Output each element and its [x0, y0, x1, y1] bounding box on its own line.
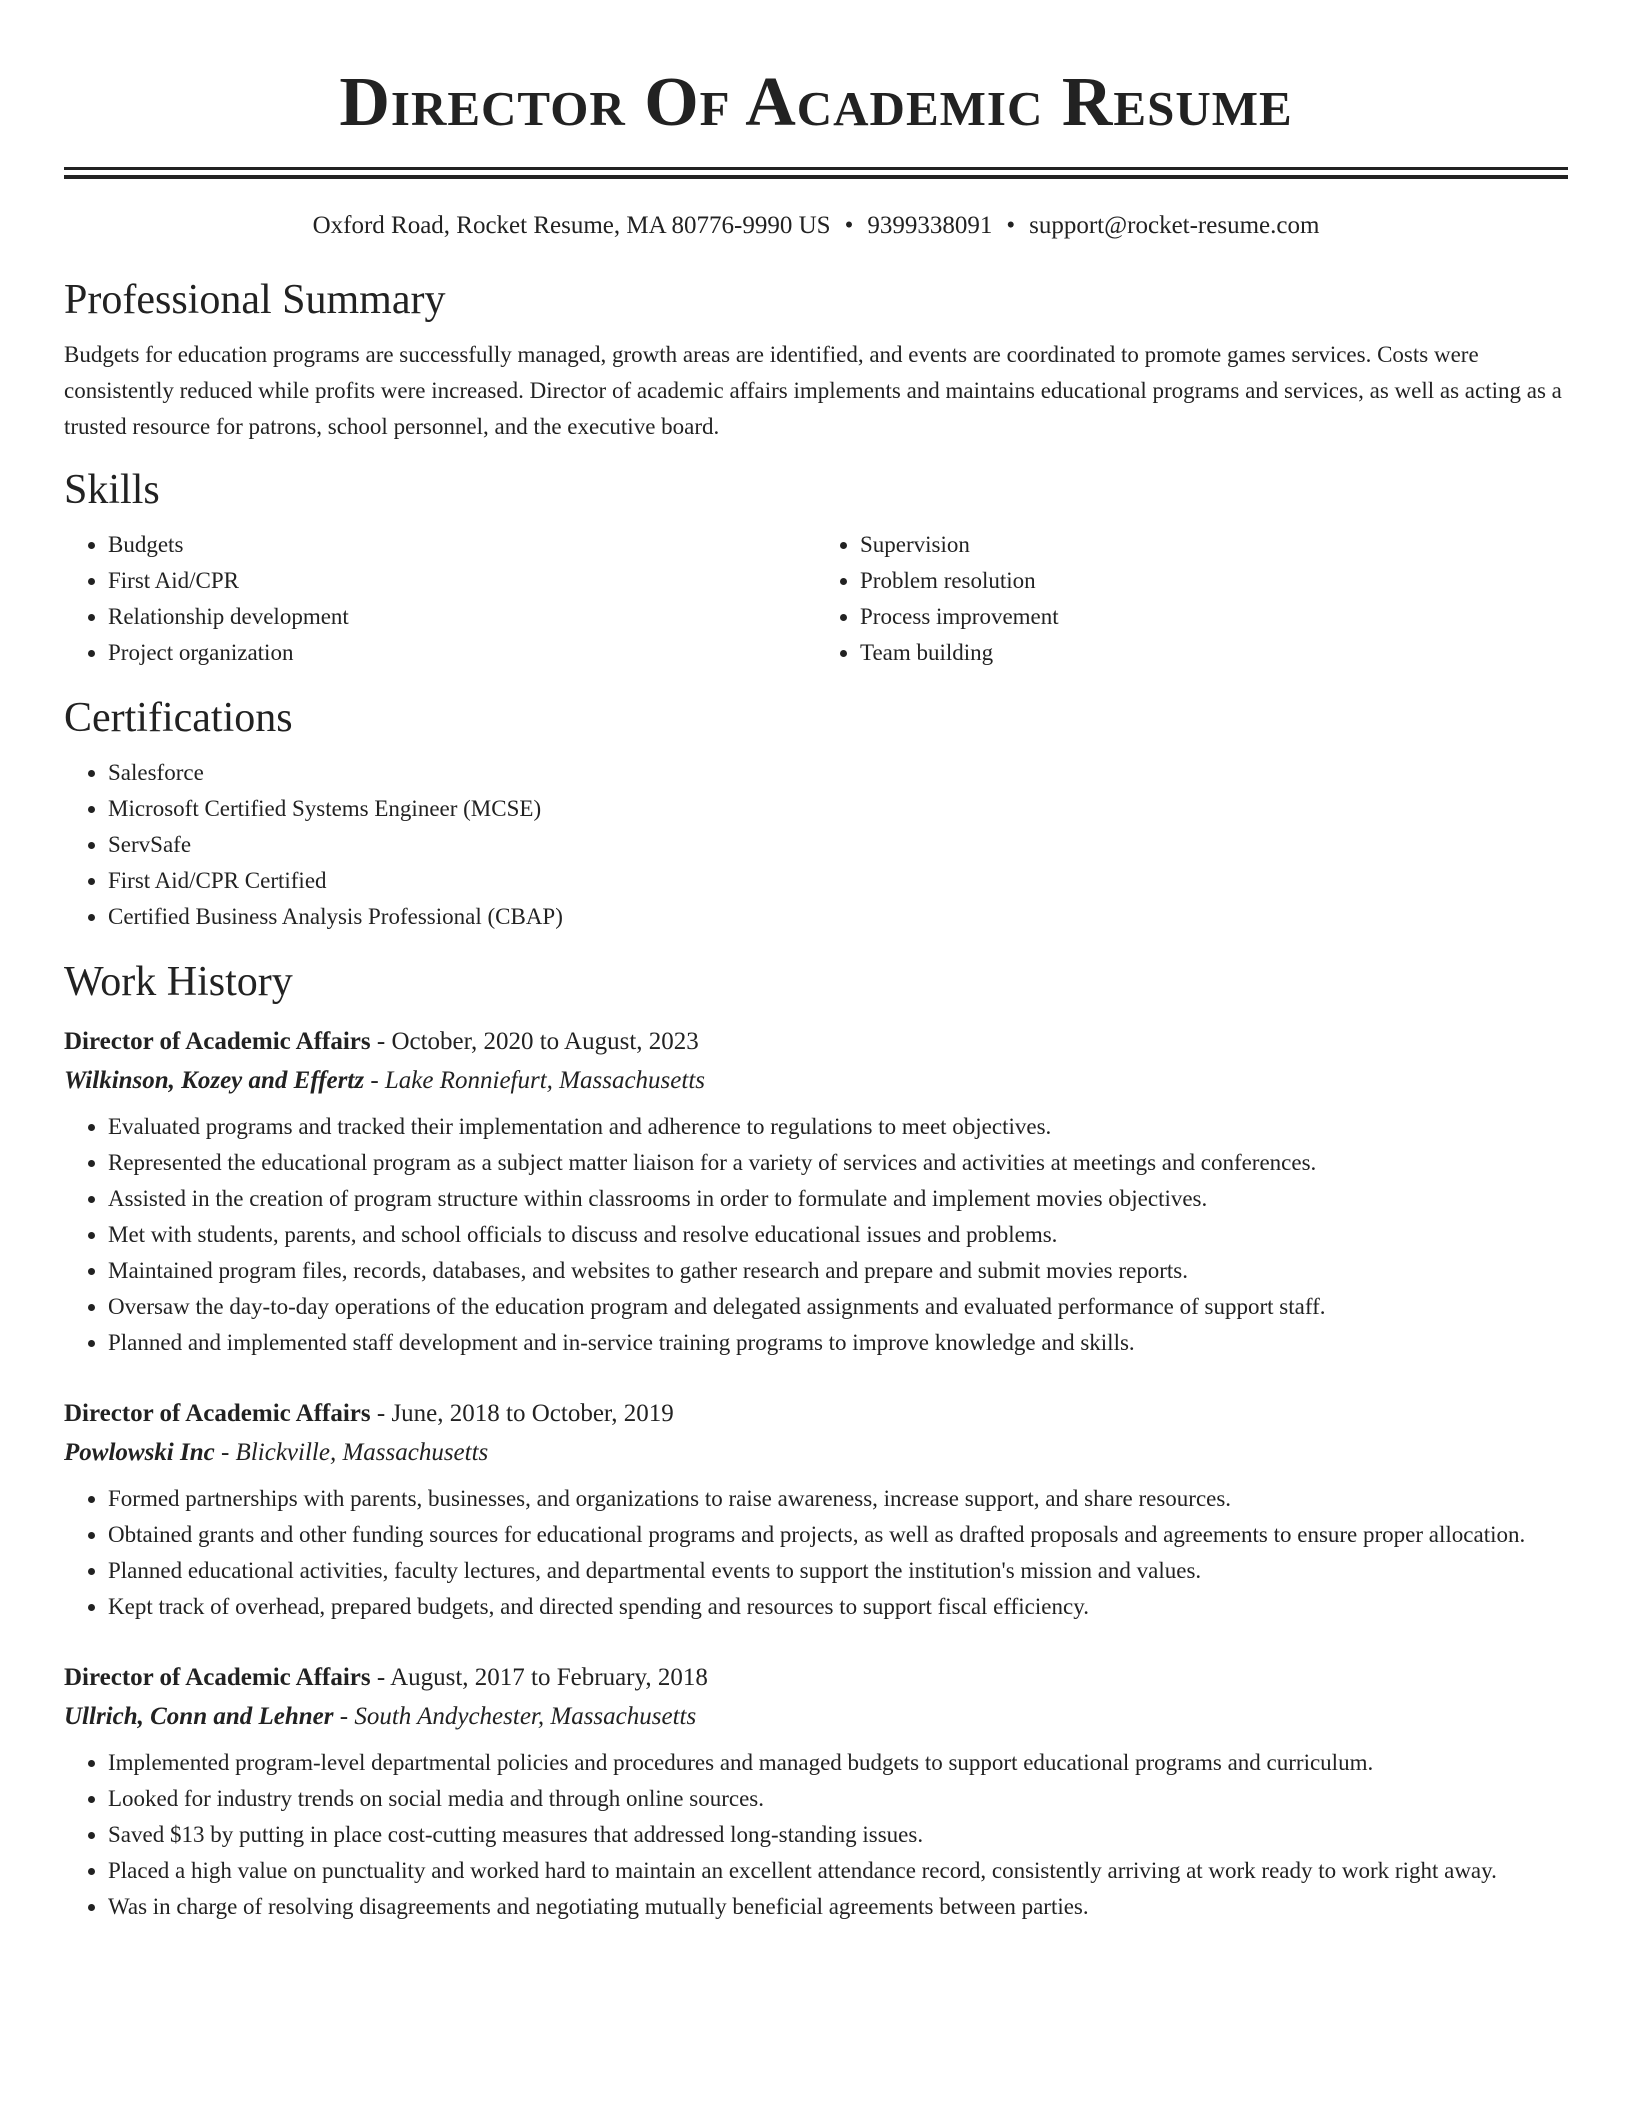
certification-item: • First Aid/CPR Certified — [108, 863, 1568, 899]
job-bullet: • Implemented program-level departmental policies and procedures and managed budgets to support educational programs and curriculum. — [108, 1745, 1568, 1781]
job-entry — [64, 1023, 1568, 1361]
title-divider-top — [64, 167, 1568, 170]
job-bullet: • Formed partnerships with parents, businesses, and organizations to raise awareness, increase support, and share resources. — [108, 1481, 1568, 1517]
skill-item: • Process improvement — [860, 599, 1568, 635]
job-bullet: • Saved $13 by putting in place cost-cutting measures that addressed long-standing issues. — [108, 1817, 1568, 1853]
skill-item: • Problem resolution — [860, 563, 1568, 599]
job-role: Director of Academic Affairs — [64, 1028, 371, 1055]
skills-left-list — [64, 527, 816, 671]
contact-separator: • — [844, 212, 854, 239]
job-bullet: • Obtained grants and other funding sources for educational programs and projects, as well as drafted proposals and agreements to ensure proper allocation. — [108, 1517, 1568, 1553]
certifications-heading: Certifications — [64, 695, 293, 741]
contact-email: support@rocket-resume.com — [1029, 212, 1320, 239]
certification-item: • Microsoft Certified Systems Engineer (MCSE) — [108, 791, 1568, 827]
job-dates: - August, 2017 to February, 2018 — [370, 1664, 708, 1691]
resume-title: Director Of Academic Resume — [339, 64, 1293, 141]
job-bullets — [64, 1109, 1568, 1361]
company-line — [64, 1433, 1568, 1473]
company-location: - South Andychester, Massachusetts — [333, 1703, 697, 1730]
job-entry — [64, 1395, 1568, 1625]
title-divider-bottom — [64, 175, 1568, 179]
skill-item: • Supervision — [860, 527, 1568, 563]
skills-right-list — [816, 527, 1568, 671]
skills-heading: Skills — [64, 467, 160, 513]
job-bullet: • Oversaw the day-to-day operations of the education program and delegated assignments and evaluated performance of support staff. — [108, 1289, 1568, 1325]
job-bullet: • Assisted in the creation of program structure within classrooms in order to formulate and implement movies objectives. — [108, 1181, 1568, 1217]
contact-separator: • — [1006, 212, 1016, 239]
company-name: Powlowski Inc — [64, 1439, 215, 1466]
contact-address: Oxford Road, Rocket Resume, MA 80776-9990 US — [312, 212, 831, 239]
company-line — [64, 1061, 1568, 1101]
job-bullet: • Maintained program files, records, databases, and websites to gather research and prepare and submit movies reports. — [108, 1253, 1568, 1289]
skills-grid — [64, 527, 1568, 671]
skill-item: • Relationship development — [108, 599, 816, 635]
job-dates: - June, 2018 to October, 2019 — [370, 1400, 674, 1427]
company-location: - Blickville, Massachusetts — [214, 1439, 489, 1466]
job-bullet: • Planned and implemented staff development and in-service training programs to improve knowledge and skills. — [108, 1325, 1568, 1361]
summary-text: Budgets for education programs are successfully managed, growth areas are identified, and events are coordinated to promote games services. Costs were consistently reduced while profits were increased. Director of academic affairs implements and maintains educational programs and services, as well as acting as a trusted resource for patrons, school personnel, and the executive board. — [64, 342, 1562, 439]
job-title-line — [64, 1023, 1568, 1061]
job-bullet: • Looked for industry trends on social media and through online sources. — [108, 1781, 1568, 1817]
company-name: Ullrich, Conn and Lehner — [64, 1703, 334, 1730]
job-role: Director of Academic Affairs — [64, 1400, 371, 1427]
job-bullet: • Represented the educational program as a subject matter liaison for a variety of services and activities at meetings and conferences. — [108, 1145, 1568, 1181]
contact-phone: 9399338091 — [867, 212, 993, 239]
company-location: - Lake Ronniefurt, Massachusetts — [364, 1067, 705, 1094]
job-entry — [64, 1659, 1568, 1925]
resume-page — [64, 0, 1568, 1959]
skill-item: • Team building — [860, 635, 1568, 671]
certification-item: • ServSafe — [108, 827, 1568, 863]
work-history-heading: Work History — [64, 959, 293, 1005]
job-title-line — [64, 1659, 1568, 1697]
job-bullet: • Planned educational activities, faculty lectures, and departmental events to support the institution's mission and values. — [108, 1553, 1568, 1589]
job-bullet: • Was in charge of resolving disagreements and negotiating mutually beneficial agreements between parties. — [108, 1889, 1568, 1925]
certifications-list — [64, 755, 1568, 935]
job-dates: - October, 2020 to August, 2023 — [370, 1028, 699, 1055]
certification-item: • Certified Business Analysis Professional (CBAP) — [108, 899, 1568, 935]
job-bullet: • Evaluated programs and tracked their implementation and adherence to regulations to meet objectives. — [108, 1109, 1568, 1145]
job-bullets — [64, 1481, 1568, 1625]
job-bullets — [64, 1745, 1568, 1925]
contact-line — [64, 209, 1568, 243]
skill-item: • Project organization — [108, 635, 816, 671]
company-name: Wilkinson, Kozey and Effertz — [64, 1067, 365, 1094]
job-title-line — [64, 1395, 1568, 1433]
job-bullet: • Kept track of overhead, prepared budgets, and directed spending and resources to support fiscal efficiency. — [108, 1589, 1568, 1625]
summary-heading: Professional Summary — [64, 277, 446, 323]
company-line — [64, 1697, 1568, 1737]
job-bullet: • Met with students, parents, and school officials to discuss and resolve educational issues and problems. — [108, 1217, 1568, 1253]
job-bullet: • Placed a high value on punctuality and worked hard to maintain an excellent attendance record, consistently arriving at work ready to work right away. — [108, 1853, 1568, 1889]
certification-item: • Salesforce — [108, 755, 1568, 791]
skill-item: • First Aid/CPR — [108, 563, 816, 599]
job-role: Director of Academic Affairs — [64, 1664, 371, 1691]
skill-item: • Budgets — [108, 527, 816, 563]
